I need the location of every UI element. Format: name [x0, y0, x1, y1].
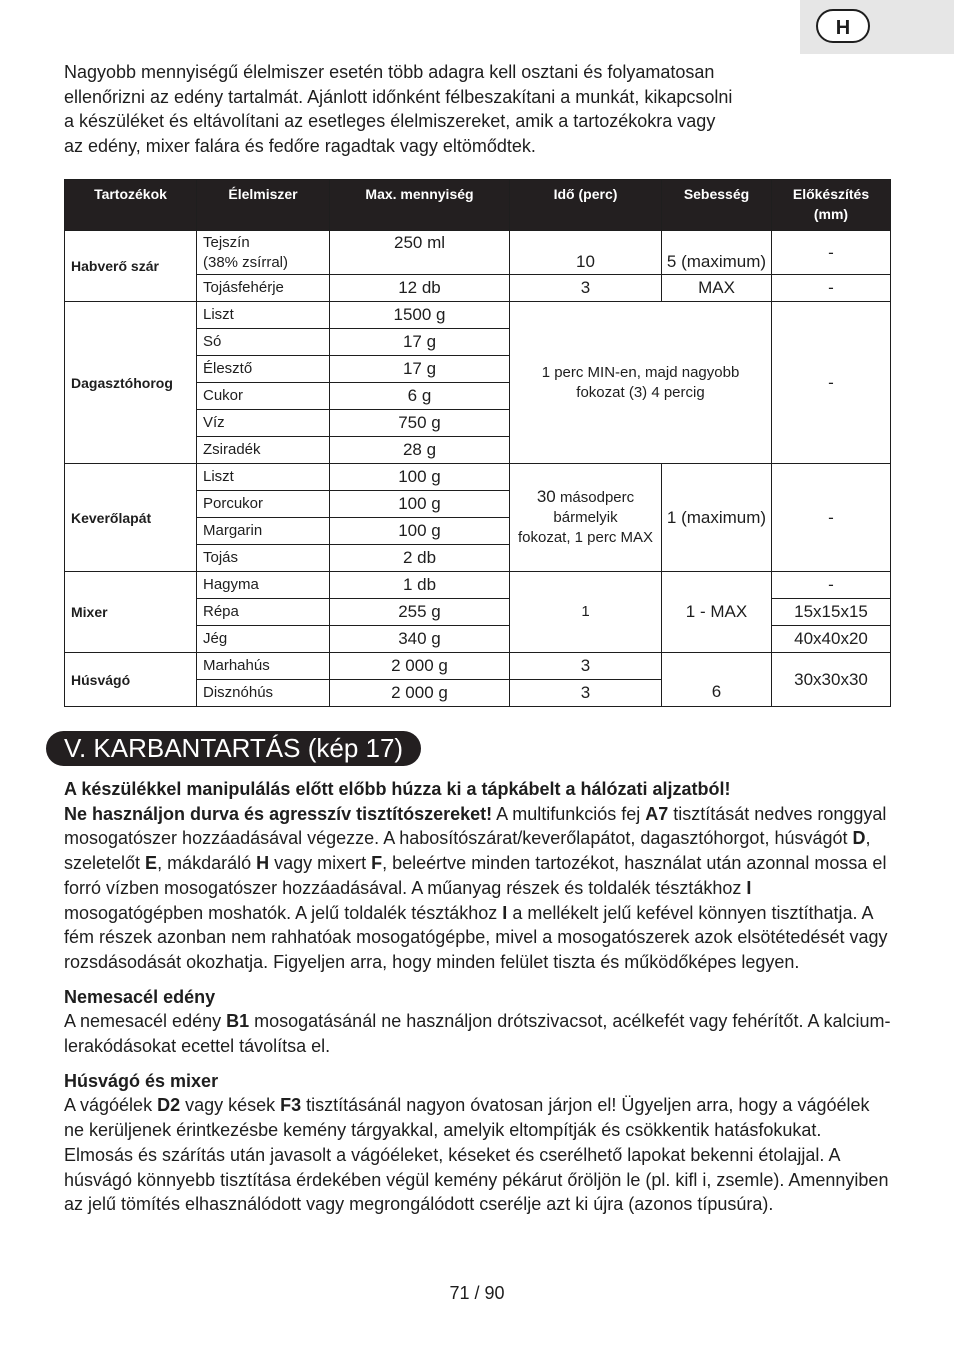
accessory-cell: Keverőlapát — [65, 464, 197, 572]
table-row — [65, 231, 891, 275]
prep-cell: - — [772, 464, 891, 572]
maintenance-text — [64, 777, 894, 1217]
prep-cell: - — [772, 231, 891, 275]
quantity-cell: 6 g — [330, 383, 510, 410]
food-cell: Liszt — [197, 302, 330, 329]
language-badge: H — [816, 9, 870, 43]
accessories-table — [64, 179, 891, 707]
text-run: mosogatásánál ne használjon drótszivacsot, acélkefét vagy fehérítőt. A kalcium-lerakódásokat ecettel távolítsa el. — [64, 1011, 891, 1057]
warning-text: Ne használjon durva és agresszív tisztítószereket! — [64, 803, 493, 824]
text-run: vagy kések — [180, 1095, 281, 1116]
quantity-cell: 2 000 g — [330, 653, 510, 680]
prep-cell: - — [772, 302, 891, 464]
quantity-cell: 17 g — [330, 329, 510, 356]
header-cell: Max. mennyiség — [330, 180, 510, 231]
header-cell: Élelmiszer — [197, 180, 330, 231]
text-run: tisztításánál nagyon óvatosan járjon el! Ügyeljen arra, hogy a vágóélek ne kerüljenek érintkezésbe kemény tárgyakkal, amelyik eltompítják és csökkentik hatásfokukat. Elmosás és szárítás után javasolt a vágóéleket, késeket és cserélhető lapokat bekenni étolajjal. A húsvágó könnyebb tisztítása érdekében végül kemény pékárut őröljön le (pl. kifl i, zsemle). Amennyiben az jelű tömítés elhasználódott vagy megrongálódott cserélje azt ki újra (azonos típusúra). — [64, 1095, 889, 1215]
part-ref: I — [746, 877, 752, 898]
food-cell: Zsiradék — [197, 437, 330, 464]
time-number: 30 — [536, 487, 556, 506]
paragraph — [64, 777, 894, 975]
part-ref: B1 — [226, 1011, 250, 1032]
paragraph — [64, 1009, 894, 1058]
food-cell: Répa — [197, 599, 330, 626]
text-run: , mákdaráló — [157, 853, 257, 874]
part-ref: I — [502, 902, 508, 923]
accessory-cell: Húsvágó — [65, 653, 197, 707]
food-note: (38% zsírral) — [203, 253, 289, 271]
header-cell: Idő (perc) — [510, 180, 662, 231]
time-cell: 1 — [510, 572, 662, 653]
accessory-cell: Dagasztóhorog — [65, 302, 197, 464]
food-cell: Élesztő — [197, 356, 330, 383]
page-number: 71 / 90 — [449, 1283, 505, 1303]
quantity-cell: 255 g — [330, 599, 510, 626]
food-cell: Margarin — [197, 518, 330, 545]
part-ref: F — [371, 853, 383, 874]
table-row — [65, 302, 891, 329]
accessory-cell: Habverő szár — [65, 231, 197, 302]
food-cell: Hagyma — [197, 572, 330, 599]
part-ref: D2 — [157, 1095, 181, 1116]
speed-cell: 1 - MAX — [662, 572, 772, 653]
food-cell: Marhahús — [197, 653, 330, 680]
paragraph — [64, 1093, 894, 1217]
text-run: a mellékelt jelű kefével könnyen tisztíthatja. A fém részek azonban nem rahhatóak mosogatógépbe, mivel a mosogatószerek azok elsötétedését vagy rozsdásodását okozhatja. Figyeljen arra, hogy minden felület tiszta és működőképes legyen. — [64, 902, 888, 972]
quantity-cell: 28 g — [330, 437, 510, 464]
food-cell: Jég — [197, 626, 330, 653]
food-cell: Víz — [197, 410, 330, 437]
quantity-cell: 2 000 g — [330, 680, 510, 707]
time-cell: 3 — [510, 275, 662, 302]
time-cell: 3 — [510, 653, 662, 680]
food-cell: Porcukor — [197, 491, 330, 518]
food-cell: Tojásfehérje — [197, 275, 330, 302]
food-name: Tejszín — [203, 233, 250, 251]
section-title: V. KARBANTARTÁS (kép 17) — [46, 731, 421, 766]
food-cell: Tojás — [197, 545, 330, 572]
text-run: A multifunkciós fej — [492, 803, 646, 824]
quantity-cell: 250 ml — [330, 231, 510, 275]
header-cell: Előkészítés (mm) — [772, 180, 891, 231]
food-cell: Cukor — [197, 383, 330, 410]
time-line: fokozat, 1 perc MAX — [517, 529, 654, 546]
text-run: mosogatógépben moshatók. A jelű toldalék tésztákhoz — [64, 902, 503, 923]
subheading: Nemesacél edény — [64, 986, 216, 1007]
quantity-cell: 12 db — [330, 275, 510, 302]
prep-cell: 40x40x20 — [772, 626, 891, 653]
intro-line: a készüléket és eltávolítani az esetleges élelmiszereket, amik a tartozékokra vagy — [64, 111, 716, 132]
quantity-cell: 100 g — [330, 491, 510, 518]
time-cell — [510, 464, 662, 572]
quantity-cell: 1 db — [330, 572, 510, 599]
text-run: A vágóélek — [64, 1095, 158, 1116]
food-cell — [197, 231, 330, 275]
speed-cell: 6 — [662, 653, 772, 707]
table-header-row — [65, 180, 891, 231]
prep-cell: 15x15x15 — [772, 599, 891, 626]
food-cell: Liszt — [197, 464, 330, 491]
time-speed-cell — [510, 302, 772, 464]
accessory-cell: Mixer — [65, 572, 197, 653]
quantity-cell: 750 g — [330, 410, 510, 437]
part-ref: H — [256, 853, 270, 874]
quantity-cell: 100 g — [330, 518, 510, 545]
text-run: , beleértve minden tartozékot, használat után azonnal mossa el forró vízben mosogatószer hozzáadásával. A műanyag részek és toldalék tésztákhoz — [64, 853, 887, 898]
table-row — [65, 464, 891, 491]
table-row — [65, 653, 891, 680]
time-speed-line: fokozat (3) 4 percig — [576, 383, 705, 401]
time-speed-line: 1 perc MIN-en, majd nagyobb — [541, 363, 740, 381]
speed-cell: 5 (maximum) — [662, 231, 772, 275]
part-ref: F3 — [280, 1095, 302, 1116]
time-line: másodperc — [559, 489, 635, 506]
text-run: tisztítását nedves ronggyal mosogatószer hozzáadásával végezze. A habosítószárat/keverőlapátot, dagasztóhorgot, húsvágót — [64, 803, 887, 849]
subheading: Húsvágó és mixer — [64, 1070, 219, 1091]
quantity-cell: 1500 g — [330, 302, 510, 329]
part-ref: A7 — [645, 803, 669, 824]
text-run: , szeletelőt — [64, 828, 871, 874]
time-cell: 10 — [510, 231, 662, 275]
food-cell: Disznóhús — [197, 680, 330, 707]
part-ref: D — [852, 828, 866, 849]
time-line: bármelyik — [553, 509, 618, 526]
quantity-cell: 2 db — [330, 545, 510, 572]
quantity-cell: 17 g — [330, 356, 510, 383]
quantity-cell: 340 g — [330, 626, 510, 653]
prep-cell: - — [772, 572, 891, 599]
header-cell: Sebesség — [662, 180, 772, 231]
text-run: vagy mixert — [269, 853, 372, 874]
intro-paragraph — [64, 60, 864, 159]
prep-cell: - — [772, 275, 891, 302]
part-ref: E — [145, 853, 158, 874]
warning-text: A készülékkel manipulálás előtt előbb húzza ki a tápkábelt a hálózati aljzatból! — [64, 779, 731, 799]
intro-line: Nagyobb mennyiségű élelmiszer esetén több adagra kell osztani és folyamatosan — [64, 62, 715, 82]
table-row — [65, 572, 891, 599]
text-run: A nemesacél edény — [64, 1011, 227, 1032]
intro-line: az edény, mixer falára és fedőre ragadtak vagy eltömődtek. — [64, 136, 536, 157]
speed-cell: MAX — [662, 275, 772, 302]
language-tab — [800, 0, 954, 54]
prep-cell: 30x30x30 — [772, 653, 891, 707]
header-cell: Tartozékok — [65, 180, 197, 231]
food-cell: Só — [197, 329, 330, 356]
quantity-cell: 100 g — [330, 464, 510, 491]
speed-cell: 1 (maximum) — [662, 464, 772, 572]
time-cell: 3 — [510, 680, 662, 707]
intro-line: ellenőrizni az edény tartalmát. Ajánlott időnként félbeszakítani a munkát, kikapcsolni — [64, 86, 733, 107]
